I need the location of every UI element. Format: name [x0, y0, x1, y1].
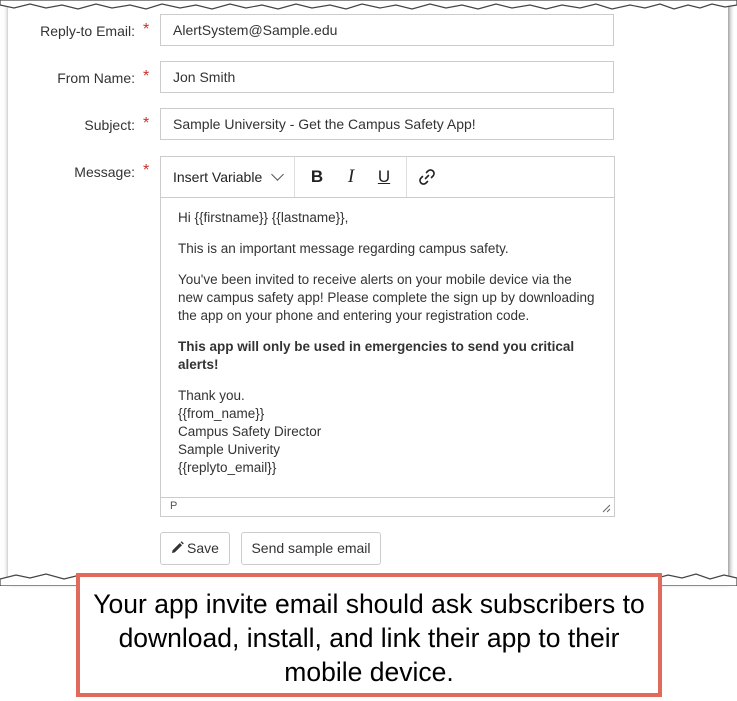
required-marker: * [143, 115, 150, 132]
link-icon [417, 167, 437, 187]
insert-variable-dropdown[interactable] [161, 157, 295, 197]
reply-to-row [0, 14, 737, 46]
subject-input[interactable]: Sample University - Get the Campus Safety App! [160, 108, 614, 140]
bold-button[interactable]: B [310, 167, 324, 186]
chevron-down-icon [271, 168, 284, 181]
message-paragraph: You've been invited to receive alerts on your mobile device via the new campus safety app! Please complete the sign up by downloading the app on your phone and entering your registration code. [178, 272, 595, 323]
torn-edge-top [0, 0, 737, 12]
message-editor[interactable] [160, 156, 615, 517]
editor-content[interactable] [178, 209, 600, 477]
insert-variable-label: Insert Variable [173, 169, 263, 185]
signature-line: Thank you. [178, 388, 245, 403]
emphasis-paragraph: This app will only be used in emergencies to send you critical alerts! [178, 339, 575, 372]
from-name-row [0, 61, 737, 93]
reply-to-label: Reply-to Email: [40, 23, 135, 39]
signature-line: {{from_name}} [178, 406, 265, 421]
callout-box [76, 573, 662, 697]
subject-label: Subject: [84, 117, 135, 133]
pencil-icon [171, 541, 184, 554]
required-marker: * [143, 68, 150, 85]
from-name-input[interactable]: Jon Smith [160, 61, 614, 93]
signature-line: Sample Univerity [178, 442, 281, 457]
required-marker: * [143, 162, 150, 179]
signature-line: {{replyto_email}} [178, 460, 277, 475]
editor-statusbar [161, 497, 614, 516]
from-name-label: From Name: [57, 70, 135, 86]
toolbar-separator [406, 157, 407, 197]
signature-line: Campus Safety Director [178, 424, 322, 439]
save-label: Save [187, 540, 219, 556]
editor-toolbar [161, 157, 614, 198]
save-button[interactable] [160, 532, 230, 565]
resize-grip-icon[interactable] [602, 504, 611, 513]
message-paragraph: This is an important message regarding campus safety. [178, 241, 509, 256]
link-button[interactable] [411, 157, 443, 197]
message-label: Message: [74, 164, 135, 180]
greeting-line: Hi {{firstname}} {{lastname}}, [178, 210, 349, 225]
underline-button[interactable]: U [377, 167, 391, 186]
italic-button[interactable]: I [347, 166, 355, 187]
required-marker: * [143, 21, 150, 38]
reply-to-email-input[interactable]: AlertSystem@Sample.edu [160, 14, 614, 46]
subject-row [0, 108, 737, 140]
callout-text: Your app invite email should ask subscribers to download, install, and link their app to their mobile device. [93, 589, 645, 687]
element-path: P [170, 500, 178, 512]
send-sample-email-button[interactable]: Send sample email [241, 532, 381, 565]
